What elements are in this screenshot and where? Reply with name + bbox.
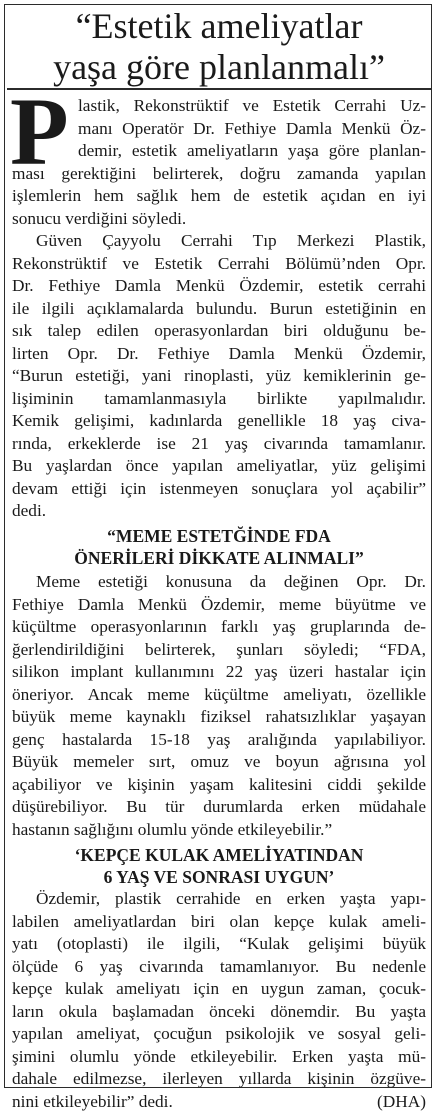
text-line: ması gerektiğini belirterek, doğru zamanda yapılan — [12, 163, 426, 186]
text-line: Bu yaşlardan önce yapılan ameliyatlar, yüz gelişimi — [12, 455, 426, 478]
subheading-ear-surgery — [12, 844, 426, 888]
text-line: açabiliyor ve kişinin yaşam kalitesini ciddi şekilde — [12, 774, 426, 797]
subheading-line-1: ‘KEPÇE KULAK AMELİYATINDAN — [12, 844, 426, 866]
subheading-breast-aesthetics — [12, 525, 426, 569]
subheading-line-2: ÖNERİLERİ DİKKATE ALINMALI” — [12, 547, 426, 569]
text-line: işlemlerin hem sağlık hem de estetik açıdan en iyi — [12, 185, 426, 208]
subheading-line-1: “MEME ESTETĞİNDE FDA — [12, 525, 426, 547]
text-line: lişiminin tamamlanmasıyla birlikte yapılmalıdır. — [12, 388, 426, 411]
headline — [6, 6, 432, 88]
text-line: ölçüde 6 yaş civarında tamamlanıyor. Bu nedenle — [12, 956, 426, 979]
text-line: Fethiye Damla Menkü Özdemir, meme büyütme ve — [12, 594, 426, 617]
text-line: rında, erkeklerde ise 21 yaş civarında tamamlanır. — [12, 433, 426, 456]
text-line: manı Operatör Dr. Fethiye Damla Menkü Öz- — [12, 118, 426, 141]
text-line: Meme estetiği konusuna da değinen Opr. Dr. — [12, 571, 426, 594]
text-line: demir, estetik ameliyatların yaşa göre planlan- — [12, 140, 426, 163]
text-line: hastanın sağlığını olumlu yönde etkileyebilir.” — [12, 819, 426, 842]
text-line: genç hastalarda 15-18 yaş aralığında yapılabiliyor. — [12, 729, 426, 752]
text-line: düşürebiliyor. Bu tür durumlarda erken müdahale — [12, 796, 426, 819]
text-line: ların okula başlamadan önceki dönemdir. Bu yaşta — [12, 1001, 426, 1024]
text-line: lastik, Rekonstrüktif ve Estetik Cerrahi Uz- — [12, 95, 426, 118]
text-line: şimini olumlu yönde etkileyebilir. Erken yaşta mü- — [12, 1046, 426, 1069]
text-line: sık talep edilen operasyonlardan biri olduğunu be- — [12, 320, 426, 343]
text-line: ile ilgili açıklamalarda bulundu. Burun estetiğinin en — [12, 298, 426, 321]
source-credit: (DHA) — [377, 1091, 426, 1113]
text-line: Özdemir, plastik cerrahide en erken yaşta yapı- — [12, 888, 426, 911]
headline-rule — [7, 88, 431, 90]
headline-line-1: “Estetik ameliyatlar — [6, 6, 432, 47]
text-line: kepçe kulak ameliyatı için en uygun zaman, çocuk- — [12, 978, 426, 1001]
paragraph-3 — [12, 571, 426, 841]
text-line: Rekonstrüktif ve Estetik Cerrahi Bölümü’nden Opr. — [12, 253, 426, 276]
text-line: küçültme operasyonlarının farklı yaş gruplarında de- — [12, 616, 426, 639]
paragraph-4 — [12, 888, 426, 1113]
text-line: Güven Çayyolu Cerrahi Tıp Merkezi Plastik, — [12, 230, 426, 253]
text-line: devam ettiği için istenmeyen sonuçlara yol açabilir” — [12, 478, 426, 501]
text-line: dahale edilmezse, ilerleyen yıllarda kişinin özgüve- — [12, 1068, 426, 1091]
headline-line-2: yaşa göre planlanmalı” — [6, 47, 432, 88]
text-line: yapılan ameliyat, çocuğun psikolojik ve sosyal geli- — [12, 1023, 426, 1046]
drop-cap: P — [10, 96, 72, 168]
text-line: öneriyor. Ancak meme küçültme ameliyatı, özellikle — [12, 684, 426, 707]
text-line: dedi. — [12, 500, 426, 523]
text-line: silikon implant kullanımını 22 yaş üzeri hastalar için — [12, 661, 426, 684]
text-line: lirten Opr. Dr. Fethiye Damla Menkü Özdemir, — [12, 343, 426, 366]
text-line: “Burun estetiği, yani rinoplasti, yüz kemiklerinin ge- — [12, 365, 426, 388]
paragraph-2 — [12, 230, 426, 523]
closing-text: nini etkileyebilir” dedi. — [12, 1091, 173, 1113]
text-line: yatı (otoplasti) ile ilgili, “Kulak gelişimi büyük — [12, 933, 426, 956]
intro-paragraph — [12, 95, 426, 230]
text-line: Kemik gelişimi, kadınlarda genellikle 18 yaş civa- — [12, 410, 426, 433]
text-line: Dr. Fethiye Damla Menkü Özdemir, estetik cerrahi — [12, 275, 426, 298]
subheading-line-2: 6 YAŞ VE SONRASI UYGUN’ — [12, 866, 426, 888]
text-line: labilen ameliyatlardan biri olan kepçe kulak ameli- — [12, 911, 426, 934]
text-line: ğerlendirildiğini belirterek, şunları söyledi; “FDA, — [12, 639, 426, 662]
text-line: Büyük memeler sırt, omuz ve boyun ağrısına yol — [12, 751, 426, 774]
text-line: sonucu verdiğini söyledi. — [12, 208, 426, 231]
text-line: büyük meme kaynaklı fiziksel rahatsızlıklar yaşayan — [12, 706, 426, 729]
